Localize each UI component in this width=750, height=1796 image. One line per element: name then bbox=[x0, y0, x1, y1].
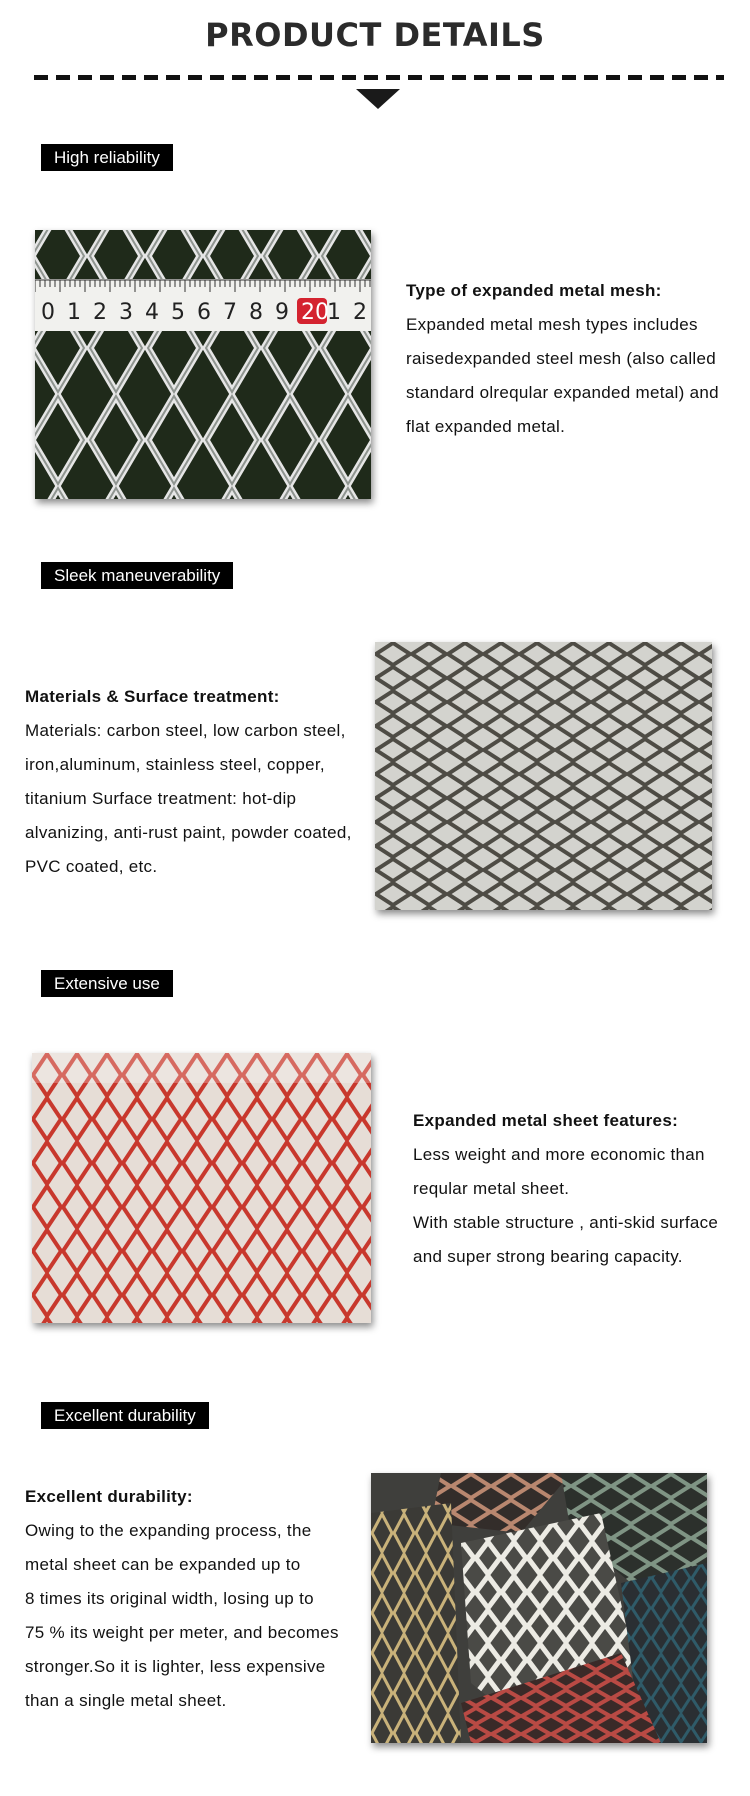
text-materials bbox=[25, 680, 375, 884]
ruler-number: 8 bbox=[249, 300, 263, 325]
ruler-number: 3 bbox=[119, 300, 133, 325]
ruler-number: 2 bbox=[93, 300, 107, 325]
line: PVC coated, etc. bbox=[25, 857, 158, 876]
line: flat expanded metal. bbox=[406, 417, 566, 436]
line: With stable structure , anti-skid surface bbox=[413, 1213, 719, 1232]
line: stronger.So it is lighter, less expensive bbox=[25, 1657, 326, 1676]
heading-durability: Excellent durability: bbox=[25, 1487, 193, 1506]
tag-extensive-use: Extensive use bbox=[41, 970, 173, 997]
heading-features: Expanded metal sheet features: bbox=[413, 1111, 679, 1130]
line: raisedexpanded steel mesh (also called bbox=[406, 349, 717, 368]
assorted-color-mesh-photo bbox=[371, 1473, 707, 1743]
line: standard olreqular expanded metal) and bbox=[406, 383, 719, 402]
text-features bbox=[413, 1104, 743, 1274]
line: Owing to the expanding process, the bbox=[25, 1521, 312, 1540]
ruler-number: 5 bbox=[171, 300, 185, 325]
heading-materials: Materials & Surface treatment: bbox=[25, 687, 280, 706]
text-durability bbox=[25, 1480, 375, 1718]
line: than a single metal sheet. bbox=[25, 1691, 227, 1710]
tag-high-reliability: High reliability bbox=[41, 144, 173, 171]
line: alvanizing, anti-rust paint, powder coated, bbox=[25, 823, 352, 842]
line: Materials: carbon steel, low carbon steel, bbox=[25, 721, 346, 740]
ruler-number: 1 bbox=[67, 300, 81, 325]
ruler-number: 2 bbox=[353, 300, 367, 325]
line: metal sheet can be expanded up to bbox=[25, 1555, 301, 1574]
ruler-number: 6 bbox=[197, 300, 211, 325]
dark-steel-mesh-photo bbox=[375, 642, 712, 910]
dashed-divider bbox=[34, 75, 724, 80]
ruler-number: 20 bbox=[301, 300, 329, 325]
line: 8 times its original width, losing up to bbox=[25, 1589, 314, 1608]
line: reqular metal sheet. bbox=[413, 1179, 570, 1198]
text-mesh-types bbox=[406, 274, 736, 444]
tag-excellent-durability: Excellent durability bbox=[41, 1402, 209, 1429]
page-title: PRODUCT DETAILS bbox=[205, 16, 545, 54]
line: Expanded metal mesh types includes bbox=[406, 315, 698, 334]
heading-mesh-types: Type of expanded metal mesh: bbox=[406, 281, 662, 300]
line: titanium Surface treatment: hot-dip bbox=[25, 789, 297, 808]
line: iron,aluminum, stainless steel, copper, bbox=[25, 755, 325, 774]
line: 75 % its weight per meter, and becomes bbox=[25, 1623, 339, 1642]
tag-sleek-maneuverability: Sleek maneuverability bbox=[41, 562, 233, 589]
ruler-number: 9 bbox=[275, 300, 289, 325]
line: and super strong bearing capacity. bbox=[413, 1247, 683, 1266]
silver-mesh-with-ruler-photo bbox=[35, 230, 371, 499]
line: Less weight and more economic than bbox=[413, 1145, 705, 1164]
red-coated-mesh-photo bbox=[32, 1053, 371, 1323]
ruler-number: 1 bbox=[327, 300, 341, 325]
down-arrow-icon bbox=[356, 89, 400, 109]
ruler-number: 4 bbox=[145, 300, 159, 325]
ruler-number: 7 bbox=[223, 300, 237, 325]
ruler-number: 0 bbox=[41, 300, 55, 325]
